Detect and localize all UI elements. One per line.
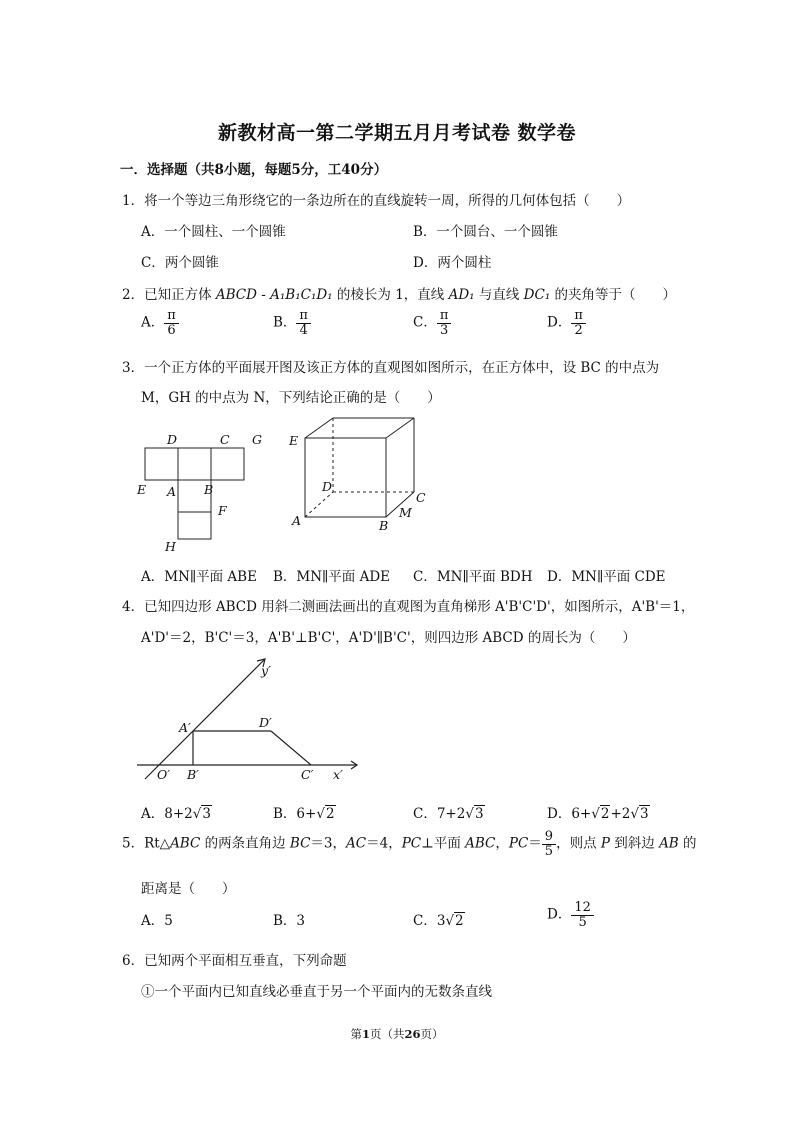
axis-label-y: y′ bbox=[261, 663, 271, 678]
cube-label-c: C bbox=[416, 490, 426, 505]
q4-option-b: B．6+√2 bbox=[273, 806, 335, 822]
page-title: 新教材高一第二学期五月月考试卷 数学卷 bbox=[217, 122, 577, 144]
q5-stem-line1: 5．Rt△ABC 的两条直角边 BC＝3，AC＝4，PC⊥平面 ABC，PC＝ $\frac{9}{5}$ ，则点 P 到斜边 AB 的 bbox=[122, 829, 697, 859]
net-label-c: C bbox=[220, 432, 230, 447]
q5-option-d: D． $\frac{12}{5}$ bbox=[547, 901, 594, 929]
net-label-d: D bbox=[167, 432, 178, 447]
fig-label-d: D′ bbox=[259, 715, 272, 730]
net-label-e: E bbox=[137, 482, 147, 497]
net-label-f: F bbox=[218, 503, 227, 518]
q2-option-a: A． $\frac{\pi}{6}$ bbox=[141, 309, 179, 337]
q5-option-a: A．5 bbox=[141, 913, 173, 929]
q2-stem: 2．已知正方体 ABCD - A₁B₁C₁D₁ 的棱长为 1，直线 AD₁ 与直线 DC₁ 的夹角等于（ ） bbox=[122, 287, 677, 303]
page-footer: 第1页（共26页） bbox=[350, 1027, 444, 1041]
q3-option-b: B．MN∥平面 ADE bbox=[273, 569, 391, 585]
q1-option-d: D．两个圆柱 bbox=[413, 255, 492, 271]
net-label-h: H bbox=[165, 539, 176, 554]
q2-option-c: C． $\frac{\pi}{3}$ bbox=[413, 309, 451, 337]
net-label-g: G bbox=[252, 432, 262, 447]
q5-stem-line2: 距离是（ ） bbox=[141, 881, 236, 897]
cube-label-a: A bbox=[292, 513, 302, 528]
section-heading: 一．选择题（共8小题，每题5分，工40分） bbox=[120, 162, 388, 178]
q6-item-1: ①一个平面内已知直线必垂直于另一个平面内的无数条直线 bbox=[141, 984, 492, 1000]
q5-option-c: C．3√2 bbox=[413, 913, 464, 929]
fig-label-a: A′ bbox=[179, 720, 191, 735]
q4-option-d: D．6+√2+2√3 bbox=[547, 806, 649, 822]
cube-net-figure bbox=[130, 425, 280, 555]
oblique-drawing-figure bbox=[135, 655, 375, 785]
q2-option-d: D． $\frac{\pi}{2}$ bbox=[547, 309, 586, 337]
q3-stem-line2: M，GH 的中点为 N，下列结论正确的是（ ） bbox=[141, 390, 441, 406]
q3-stem-line1: 3．一个正方体的平面展开图及该正方体的直观图如图所示，在正方体中，设 BC 的中点为 bbox=[122, 360, 660, 376]
fig-label-c: C′ bbox=[301, 767, 314, 782]
q1-option-b: B．一个圆台、一个圆锥 bbox=[413, 224, 558, 240]
net-label-a: A bbox=[167, 484, 177, 499]
q6-stem: 6．已知两个平面相互垂直，下列命题 bbox=[122, 953, 347, 969]
fig-label-o: O′ bbox=[157, 767, 171, 782]
q1-option-c: C．两个圆锥 bbox=[141, 255, 219, 271]
q3-option-a: A．MN∥平面 ABE bbox=[141, 569, 257, 585]
net-label-b: B bbox=[204, 482, 214, 497]
page-total: 26 bbox=[404, 1027, 421, 1041]
axis-label-x: x′ bbox=[333, 767, 343, 782]
q2-option-b: B． $\frac{\pi}{4}$ bbox=[273, 309, 311, 337]
cube-label-e: E bbox=[289, 433, 299, 448]
cube-label-b: B bbox=[379, 518, 389, 533]
q1-option-a: A．一个圆柱、一个圆锥 bbox=[141, 224, 286, 240]
q5-option-b: B．3 bbox=[273, 913, 306, 929]
cube-label-d: D bbox=[322, 479, 333, 494]
cube-label-m: M bbox=[399, 505, 412, 520]
q3-option-d: D．MN∥平面 CDE bbox=[547, 569, 666, 585]
q4-option-c: C．7+2√3 bbox=[413, 806, 484, 822]
fig-label-b: B′ bbox=[187, 767, 200, 782]
cube-perspective-figure bbox=[285, 410, 435, 535]
q4-stem-line2: A'D'＝2，B'C'＝3，A'B'⊥B'C'，A'D'∥B'C'，则四边形 ABCD 的周长为（ ） bbox=[141, 630, 636, 646]
page-number: 1 bbox=[361, 1027, 370, 1041]
q3-option-c: C．MN∥平面 BDH bbox=[413, 569, 533, 585]
q4-stem-line1: 4．已知四边形 ABCD 用斜二测画法画出的直观图为直角梯形 A'B'C'D'，如图所示，A'B'＝1， bbox=[122, 599, 695, 615]
q4-option-a: A．8+2√3 bbox=[141, 806, 211, 822]
q1-stem: 1．将一个等边三角形绕它的一条边所在的直线旋转一周，所得的几何体包括（ ） bbox=[122, 193, 631, 209]
